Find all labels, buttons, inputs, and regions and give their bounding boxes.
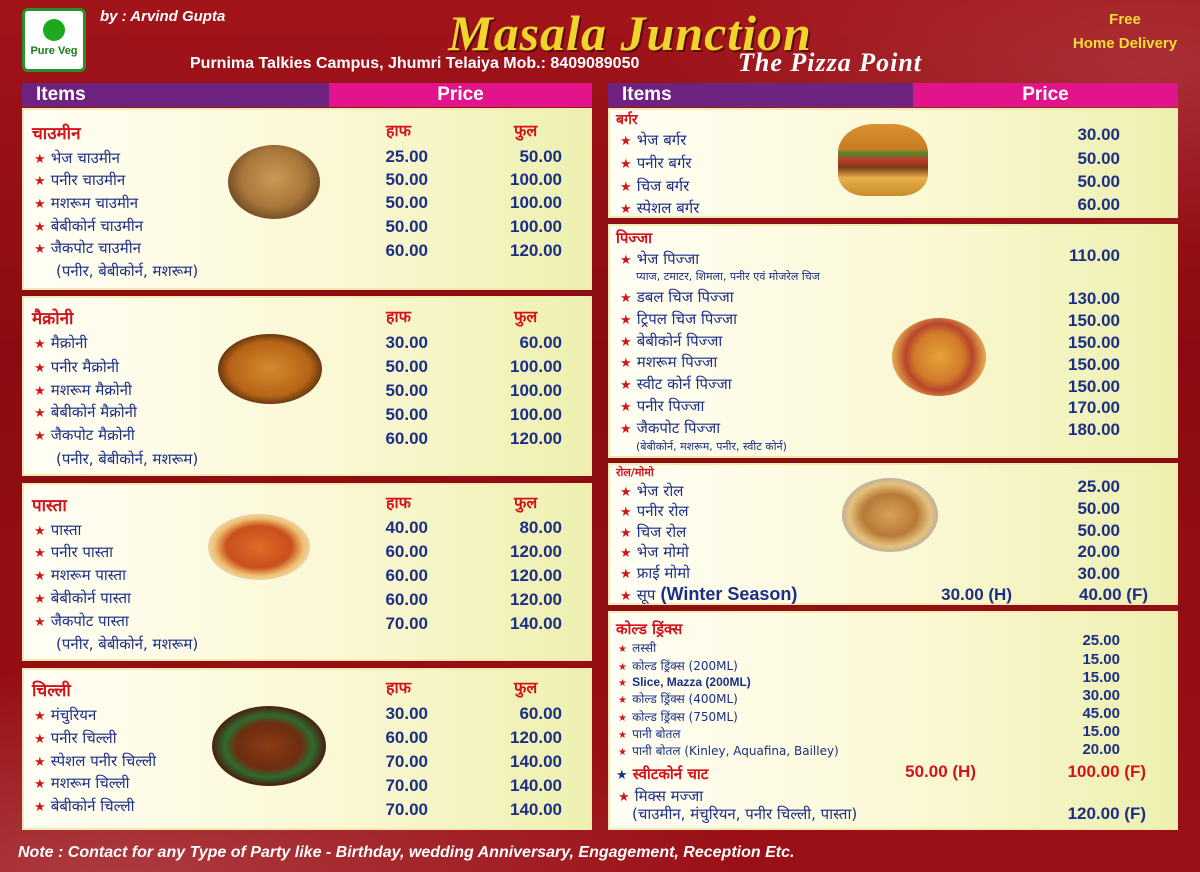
star-icon: ★ <box>620 505 632 520</box>
item-price: 170.00 <box>1068 398 1120 417</box>
item-price: 150.00 <box>1068 355 1120 374</box>
macaroni-title: मैक्रोनी <box>32 309 74 329</box>
menu-item: ★ मंचुरियन <box>34 706 97 724</box>
address-line: Purnima Talkies Campus, Jhumri Telaiya Mob.: 8409089050 <box>190 55 640 72</box>
menu-item: ★ मशरूम चाउमीन <box>34 194 139 212</box>
chilli-image <box>212 706 326 786</box>
burger-title: बर्गर <box>616 112 638 128</box>
menu-item: ★ भेज रोल <box>620 482 684 500</box>
menu-item: ★ स्पेशल पनीर चिल्ली <box>34 752 157 770</box>
right-column-header <box>608 83 1178 107</box>
menu-item: ★ स्वीट कोर्न पिज्जा <box>620 375 732 393</box>
star-icon: ★ <box>618 662 627 673</box>
delivery-info <box>1062 8 1188 56</box>
half-price: 60.00 <box>385 728 428 747</box>
item-note: (पनीर, बेबीकोर्न, मशरूम) <box>56 262 199 280</box>
pasta-image <box>208 514 310 580</box>
item-note: प्याज, टमाटर, शिमला, पनीर एवं मोजरेल चिज <box>636 270 820 283</box>
item-price: 45.00 <box>1082 705 1120 722</box>
full-price: 60.00 <box>519 704 562 723</box>
item-price: 20.00 <box>1077 542 1120 561</box>
item-price: 30.00 <box>1077 564 1120 583</box>
menu-item: ★ जैकपोट मैक्रोनी <box>34 426 135 444</box>
full-price: 100.00 <box>510 357 562 376</box>
drink-item: ★ कोल्ड ड्रिंक्स (750ML) <box>618 710 738 724</box>
menu-item: ★ भेज बर्गर <box>620 131 687 149</box>
price-header: Price <box>329 83 592 107</box>
star-icon: ★ <box>34 174 46 189</box>
chowmein-image <box>228 145 320 219</box>
chowmein-title: चाउमीन <box>32 124 81 144</box>
full-price: 60.00 <box>519 333 562 352</box>
drink-item: ★ कोल्ड ड्रिंक्स (400ML) <box>618 692 738 706</box>
item-price: 25.00 <box>1082 632 1120 649</box>
half-price: 60.00 <box>385 542 428 561</box>
menu-item: ★ जैकपोट पास्ता <box>34 612 129 630</box>
star-icon: ★ <box>620 378 632 393</box>
menu-item: ★ पास्ता <box>34 521 82 539</box>
menu-item: ★ पनीर चिल्ली <box>34 729 117 747</box>
half-price: 25.00 <box>385 147 428 166</box>
menu-item: ★ पनीर चाउमीन <box>34 171 126 189</box>
roll-momo-title: रोल/मोमो <box>616 466 654 479</box>
menu-item: ★ डबल चिज पिज्जा <box>620 288 734 306</box>
item-price: 180.00 <box>1068 420 1120 439</box>
full-price: 140.00 <box>510 614 562 633</box>
star-icon: ★ <box>618 678 627 689</box>
delivery-line-1: Free <box>1109 11 1141 28</box>
mix-mazza-desc: (चाउमीन, मंचुरियन, पनीर चिल्ली, पास्ता) <box>632 805 858 823</box>
star-icon: ★ <box>620 253 632 268</box>
half-price: 50.00 <box>385 217 428 236</box>
mix-mazza-price: 120.00 (F) <box>1067 804 1146 823</box>
half-price: 70.00 <box>385 614 428 633</box>
delivery-line-2: Home Delivery <box>1072 35 1178 52</box>
star-icon: ★ <box>34 406 46 421</box>
menu-item: ★ पनीर मैक्रोनी <box>34 358 119 376</box>
star-icon: ★ <box>620 526 632 541</box>
item-note: (बेबीकोर्न, मशरूम, पनीर, स्वीट कोर्न) <box>636 440 787 453</box>
item-price: 150.00 <box>1068 333 1120 352</box>
pizza-title: पिज्जा <box>616 229 653 247</box>
star-icon: ★ <box>618 747 627 758</box>
full-price: 80.00 <box>519 518 562 537</box>
half-price: 60.00 <box>385 590 428 609</box>
cold-drinks-title: कोल्ड ड्रिंक्स <box>616 620 683 638</box>
full-label: फुल <box>514 678 538 697</box>
menu-item: ★ जैकपोट चाउमीन <box>34 239 141 257</box>
menu-item: ★ मशरूम चिल्ली <box>34 774 130 792</box>
item-price: 15.00 <box>1082 723 1120 740</box>
item-price: 15.00 <box>1082 669 1120 686</box>
half-label: हाफ <box>386 121 411 140</box>
macaroni-image <box>218 334 322 404</box>
half-label: हाफ <box>386 678 411 697</box>
restaurant-title: Masala Junction <box>448 5 812 61</box>
star-icon: ★ <box>34 569 46 584</box>
star-icon: ★ <box>34 592 46 607</box>
half-price: 50.00 <box>385 170 428 189</box>
soup-season: (Winter Season) <box>660 584 798 604</box>
star-icon: ★ <box>616 768 628 783</box>
pasta-title: पास्ता <box>32 496 67 516</box>
menu-item: ★ मशरूम पिज्जा <box>620 353 718 371</box>
star-icon: ★ <box>34 152 46 167</box>
half-price: 30.00 <box>385 333 428 352</box>
half-price: 50.00 <box>385 405 428 424</box>
star-icon: ★ <box>620 134 632 149</box>
half-label: हाफ <box>386 493 411 512</box>
star-icon: ★ <box>620 356 632 371</box>
item-price: 30.00 <box>1077 125 1120 144</box>
menu-item: ★ बेबीकोर्न चाउमीन <box>34 217 144 235</box>
menu-item: ★ चिज बर्गर <box>620 177 690 195</box>
star-icon: ★ <box>34 524 46 539</box>
star-icon: ★ <box>34 755 46 770</box>
full-price: 120.00 <box>510 590 562 609</box>
menu-item: ★ बेबीकोर्न पिज्जा <box>620 332 723 350</box>
full-price: 140.00 <box>510 776 562 795</box>
star-icon: ★ <box>618 713 627 724</box>
star-icon: ★ <box>34 615 46 630</box>
full-price: 100.00 <box>510 381 562 400</box>
star-icon: ★ <box>620 546 632 561</box>
items-header: Items <box>22 83 329 107</box>
full-price: 100.00 <box>510 217 562 236</box>
full-price: 120.00 <box>510 542 562 561</box>
item-price: 50.00 <box>1077 521 1120 540</box>
pure-veg-badge <box>22 8 86 72</box>
star-icon: ★ <box>34 197 46 212</box>
menu-item: ★ मैक्रोनी <box>34 334 88 352</box>
item-note: (पनीर, बेबीकोर्न, मशरूम) <box>56 450 199 468</box>
half-price: 70.00 <box>385 800 428 819</box>
full-price: 100.00 <box>510 405 562 424</box>
item-price: 15.00 <box>1082 651 1120 668</box>
menu-item: ★ पनीर पिज्जा <box>620 397 705 415</box>
full-label: फुल <box>514 307 538 326</box>
star-icon: ★ <box>618 695 627 706</box>
drink-item: ★ पानी बोतल (Kinley, Aquafina, Bailley) <box>618 744 839 758</box>
item-price: 150.00 <box>1068 311 1120 330</box>
star-icon: ★ <box>34 242 46 257</box>
item-price: 50.00 <box>1077 499 1120 518</box>
menu-item: ★ बेबीकोर्न मैक्रोनी <box>34 403 137 421</box>
star-icon: ★ <box>34 429 46 444</box>
item-price: 150.00 <box>1068 377 1120 396</box>
menu-item: ★ मशरूम पास्ता <box>34 566 126 584</box>
half-price: 50.00 <box>385 381 428 400</box>
star-icon: ★ <box>34 384 46 399</box>
pure-veg-label: Pure Veg <box>30 45 78 57</box>
chaat-half-price: 50.00 (H) <box>905 762 976 781</box>
star-icon: ★ <box>620 589 632 604</box>
menu-item: ★ ट्रिपल चिज पिज्जा <box>620 310 737 328</box>
full-price: 140.00 <box>510 752 562 771</box>
left-column-header <box>22 83 592 107</box>
drink-item: ★ Slice, Mazza (200ML) <box>618 675 751 689</box>
star-icon: ★ <box>618 790 630 805</box>
item-price: 50.00 <box>1077 149 1120 168</box>
star-icon: ★ <box>34 361 46 376</box>
menu-item: ★ स्पेशल बर्गर <box>620 199 700 217</box>
star-icon: ★ <box>620 313 632 328</box>
chaat-full-price: 100.00 (F) <box>1067 762 1146 781</box>
half-price: 70.00 <box>385 752 428 771</box>
menu-item: ★ जैकपोट पिज्जा <box>620 419 721 437</box>
soup-half-price: 30.00 (H) <box>941 585 1012 604</box>
item-price: 20.00 <box>1082 741 1120 758</box>
soup-full-price: 40.00 (F) <box>1079 585 1148 604</box>
star-icon: ★ <box>620 485 632 500</box>
menu-item: ★ बेबीकोर्न पास्ता <box>34 589 131 607</box>
item-price: 60.00 <box>1077 195 1120 214</box>
items-header: Items <box>608 83 913 107</box>
soup-item: ★ सूप (Winter Season) <box>620 584 798 604</box>
full-price: 120.00 <box>510 728 562 747</box>
veg-dot-icon <box>43 19 65 41</box>
sweetcorn-chaat-item: ★ स्वीटकोर्न चाट <box>616 765 709 783</box>
item-note: (पनीर, बेबीकोर्न, मशरूम) <box>56 635 199 653</box>
menu-item: ★ पनीर रोल <box>620 502 689 520</box>
half-price: 60.00 <box>385 429 428 448</box>
half-price: 70.00 <box>385 776 428 795</box>
author-credit: by : Arvind Gupta <box>100 8 226 25</box>
menu-item: ★ फ्राई मोमो <box>620 564 691 582</box>
menu-item: ★ पनीर बर्गर <box>620 154 692 172</box>
star-icon: ★ <box>618 730 627 741</box>
star-icon: ★ <box>34 732 46 747</box>
roll-image <box>842 478 938 552</box>
star-icon: ★ <box>620 180 632 195</box>
item-price: 25.00 <box>1077 477 1120 496</box>
star-icon: ★ <box>620 422 632 437</box>
star-icon: ★ <box>34 337 46 352</box>
star-icon: ★ <box>620 567 632 582</box>
star-icon: ★ <box>34 546 46 561</box>
menu-item: ★ बेबीकोर्न चिल्ली <box>34 797 135 815</box>
price-header: Price <box>913 83 1178 107</box>
item-price: 50.00 <box>1077 172 1120 191</box>
half-label: हाफ <box>386 307 411 326</box>
full-price: 100.00 <box>510 193 562 212</box>
star-icon: ★ <box>34 220 46 235</box>
star-icon: ★ <box>620 400 632 415</box>
full-label: फुल <box>514 121 538 140</box>
tagline: The Pizza Point <box>738 48 923 77</box>
full-price: 50.00 <box>519 147 562 166</box>
star-icon: ★ <box>620 291 632 306</box>
half-price: 60.00 <box>385 241 428 260</box>
item-price: 30.00 <box>1082 687 1120 704</box>
menu-item: ★ भेज मोमो <box>620 543 689 561</box>
star-icon: ★ <box>34 777 46 792</box>
drink-item: ★ पानी बोतल <box>618 727 681 741</box>
full-price: 100.00 <box>510 170 562 189</box>
half-price: 30.00 <box>385 704 428 723</box>
menu-item: ★ भेज चाउमीन <box>34 149 121 167</box>
star-icon: ★ <box>618 644 627 655</box>
drink-item: ★ लस्सी <box>618 641 657 655</box>
menu-item: ★ पनीर पास्ता <box>34 543 114 561</box>
star-icon: ★ <box>34 800 46 815</box>
star-icon: ★ <box>620 202 632 217</box>
pizza-image <box>892 318 986 396</box>
item-price: 130.00 <box>1068 289 1120 308</box>
item-price: 110.00 <box>1068 246 1120 265</box>
full-price: 120.00 <box>510 566 562 585</box>
burger-image <box>838 124 928 196</box>
mix-mazza-item: ★ मिक्स मज्जा <box>618 787 704 805</box>
half-price: 60.00 <box>385 566 428 585</box>
menu-item: ★ भेज पिज्जा <box>620 250 700 268</box>
star-icon: ★ <box>620 335 632 350</box>
full-price: 120.00 <box>510 241 562 260</box>
full-price: 140.00 <box>510 800 562 819</box>
half-price: 50.00 <box>385 357 428 376</box>
full-price: 120.00 <box>510 429 562 448</box>
menu-item: ★ मशरूम मैक्रोनी <box>34 381 132 399</box>
menu-item: ★ चिज रोल <box>620 523 687 541</box>
chilli-title: चिल्ली <box>32 681 71 701</box>
drink-item: ★ कोल्ड ड्रिंक्स (200ML) <box>618 659 738 673</box>
star-icon: ★ <box>620 157 632 172</box>
star-icon: ★ <box>34 709 46 724</box>
full-label: फुल <box>514 493 538 512</box>
half-price: 50.00 <box>385 193 428 212</box>
half-price: 40.00 <box>385 518 428 537</box>
footer-note: Note : Contact for any Type of Party like - Birthday, wedding Anniversary, Engagement, Reception Etc. <box>18 844 795 861</box>
